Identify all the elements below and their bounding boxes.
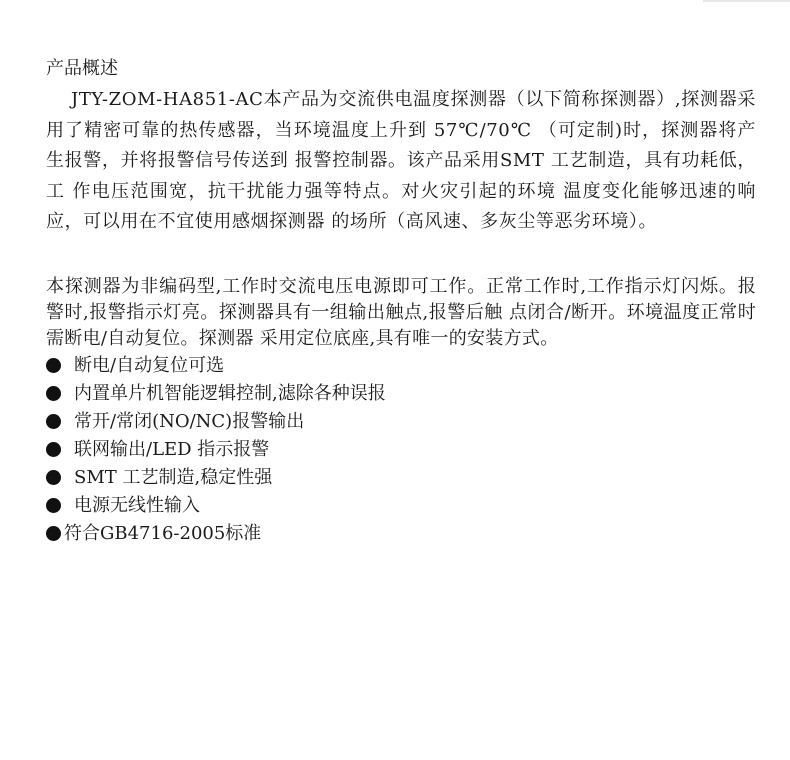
bullet-dot-icon (46, 470, 61, 485)
product-overview-document (46, 55, 756, 548)
section-title: 产品概述 (46, 58, 118, 79)
top-divider (703, 0, 790, 2)
intro-paragraph: JTY-ZOM-HA851-AC本产品为交流供电温度探测器（以下简称探测器）,探测器采 用了精密可靠的热传感器，当环境温度上升到 57℃/70℃ （可定制)时，探测器将产生报警，并将报警信号传送到 报警控制器。该产品采用SMT 工艺制造，具有功耗低，工 作电压范围宽，抗干扰能力强等特点。对火灾引起的环境 温度变化能够迅速的响应，可以用在不宜使用感烟探测器 的场所（高风速、多灰尘等恶劣环境）。 (46, 89, 756, 233)
feature-text: 电源无线性输入 (74, 494, 200, 516)
feature-item (46, 492, 756, 520)
feature-item (46, 436, 756, 464)
description-paragraph: 本探测器为非编码型,工作时交流电压电源即可工作。正常工作时,工作指示灯闪烁。报 警时,报警指示灯亮。探测器具有一组输出触点,报警后触 点闭合/断开。环境温度正常时需断电/自动复位。探测器 采用定位底座,具有唯一的安装方式。 (46, 275, 756, 349)
feature-text: 联网输出/LED 指示报警 (74, 438, 270, 460)
feature-item (46, 408, 756, 436)
bullet-dot-icon (46, 526, 61, 541)
bullet-dot-icon (46, 498, 61, 513)
bullet-dot-icon (46, 414, 61, 429)
feature-item (46, 352, 756, 380)
feature-item (46, 520, 756, 548)
feature-item (46, 380, 756, 408)
bullet-dot-icon (46, 386, 61, 401)
feature-text: 断电/自动复位可选 (74, 354, 225, 376)
feature-text: 常开/常闭(NO/NC)报警输出 (74, 410, 305, 432)
feature-item (46, 464, 756, 492)
feature-list (46, 352, 756, 548)
feature-text: 符合GB4716-2005标准 (64, 522, 262, 544)
feature-text: SMT 工艺制造,稳定性强 (74, 466, 273, 488)
feature-text: 内置单片机智能逻辑控制,滤除各种误报 (74, 382, 386, 404)
bullet-dot-icon (46, 442, 61, 457)
bullet-dot-icon (46, 358, 61, 373)
